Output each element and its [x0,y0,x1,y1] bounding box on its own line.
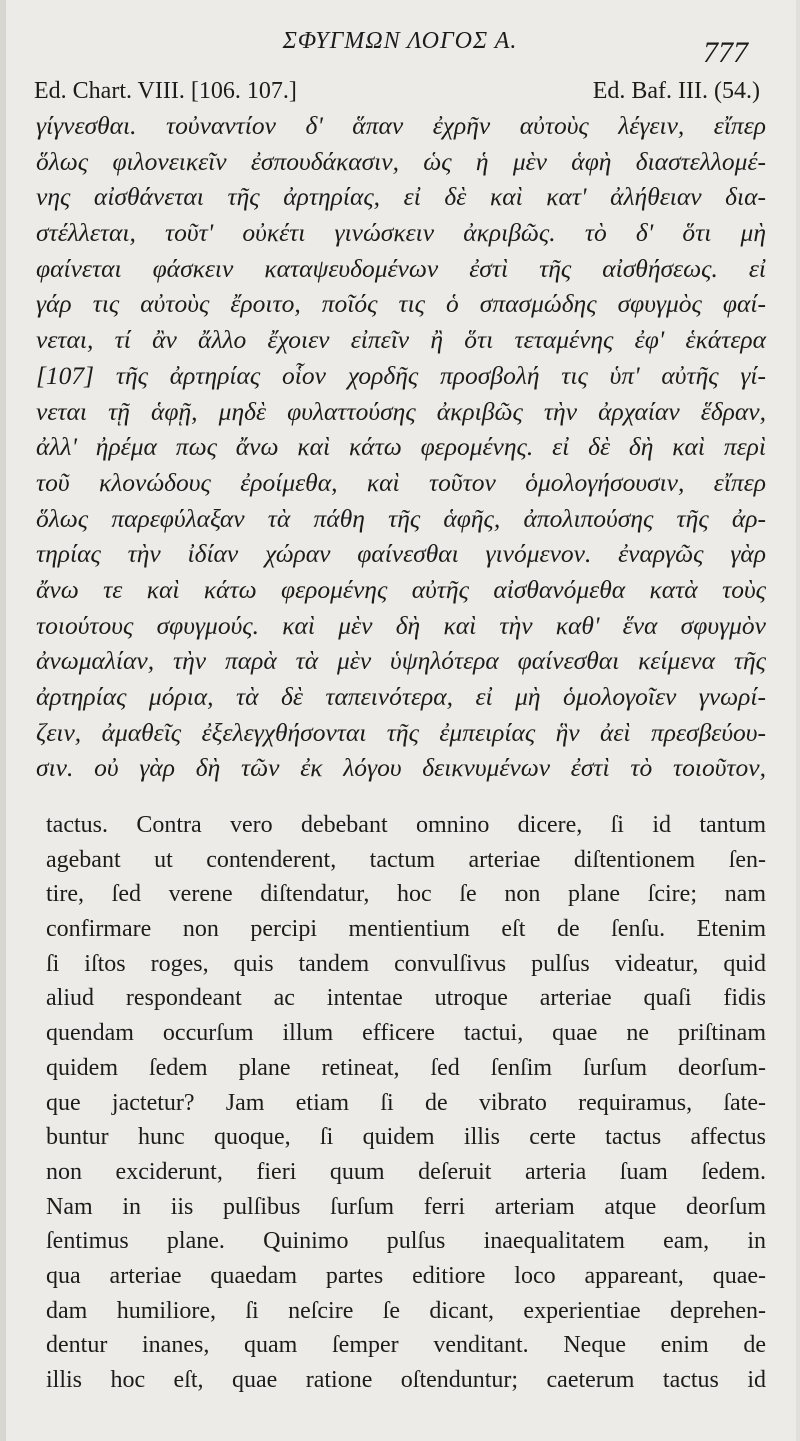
latin-translation-block [46,808,766,1398]
edition-reference-chartier: Ed. Chart. VIII. [106. 107.] [34,78,297,104]
latin-text-line: non exciderunt, fieri quum deſeruit arteria ſuam ſedem. [46,1158,766,1185]
greek-text-line: τοιούτους σφυγμούς. καὶ μὲν δὴ καὶ τὴν καθ' ἕνα σφυγμὸν [36,610,766,640]
latin-text-line: confirmare non percipi mentientium eſt de ſenſu. Etenim [46,916,766,943]
greek-text-line: τηρίας τὴν ἰδίαν χώραν φαίνεσθαι γινόμενον. ἐναργῶς γὰρ [36,539,766,569]
latin-text-line: dam humiliore, ſi neſcire ſe dicant, experientiae deprehen- [46,1297,766,1324]
latin-text-line: illis hoc eſt, quae ratione oſtenduntur; caeterum tactus id [46,1367,766,1393]
greek-text-line: νεται τῇ ἁφῇ, μηδὲ φυλαττούσης ἀκριβῶς τὴν ἀρχαίαν ἕδραν, [36,396,766,426]
latin-text-line: tactus. Contra vero debebant omnino dicere, ſi id tantum [46,812,766,838]
latin-text-line: tire, ſed verene diſtendatur, hoc ſe non plane ſcire; nam [46,881,766,908]
greek-text-line: ἄνω τε καὶ κάτω φερομένης αὐτῆς αἰσθανόμεθα κατὰ τοὺς [36,574,766,604]
greek-text-line: νεται, τί ἂν ἄλλο ἔχοιεν εἰπεῖν ἢ ὅτι τεταμένης ἐφ' ἑκάτερα [36,325,766,355]
greek-text-line: ἀνωμαλίαν, τὴν παρὰ τὰ μὲν ὑψηλότερα φαίνεσθαι κείμενα τῆς [36,646,766,676]
latin-text-line: buntur hunc quoque, ſi quidem illis certe tactus affectus [46,1124,766,1151]
page-edge-shadow-right [796,0,800,1441]
latin-text-line: ſentimus plane. Quinimo pulſus inaequalitatem eam, in [46,1228,766,1255]
latin-text-line: Nam in iis pulſibus ſurſum ferri arteriam atque deorſum [46,1193,766,1220]
latin-text-line: aliud respondeant ac intentae utroque arteriae quaſi fidis [46,985,766,1012]
greek-text-line: ὅλως φιλονεικεῖν ἐσπουδάκασιν, ὡς ἡ μὲν ἁφὴ διαστελλομέ- [36,146,766,176]
greek-text-line: σιν. οὐ γὰρ δὴ τῶν ἐκ λόγου δεικνυμένων ἐστὶ τὸ τοιοῦτον, [36,753,766,783]
page-number: 777 [703,36,748,69]
greek-text-line: στέλλεται, τοῦτ' οὐκέτι γινώσκειν ἀκριβῶς. τὸ δ' ὅτι μὴ [36,218,766,248]
greek-text-line: ἀρτηρίας μόρια, τὰ δὲ ταπεινότερα, εἰ μὴ ὁμολογοῖεν γνωρί- [36,682,766,711]
greek-text-block [36,108,766,786]
greek-text-line: [107] τῆς ἀρτηρίας οἷον χορδῆς προσβολή τις ὑπ' αὐτῆς γί- [36,360,766,390]
greek-text-line: ὅλως παρεφύλαξαν τὰ πάθη τῆς ἁφῆς, ἀπολιπούσης τῆς ἀρ- [36,503,766,533]
latin-text-line: qua arteriae quaedam partes editiore loco appareant, quae- [46,1262,766,1289]
greek-text-line: ἀλλ' ἠρέμα πως ἄνω καὶ κάτω φερομένης. εἰ δὲ δὴ καὶ περὶ [36,432,766,462]
greek-text-line: νης αἰσθάνεται τῆς ἀρτηρίας, εἰ δὲ καὶ κατ' ἀλήθειαν δια- [36,182,766,212]
edition-reference-basel: Ed. Baf. III. (54.) [592,78,760,104]
page-edge-shadow-left [0,0,6,1441]
greek-text-line: γάρ τις αὐτοὺς ἔροιτο, ποῖός τις ὁ σπασμώδης σφυγμὸς φαί- [36,289,766,319]
latin-text-line: agebant ut contenderent, tactum arteriae diſtentionem ſen- [46,846,766,873]
latin-text-line: quidem ſedem plane retineat, ſed ſenſim ſurſum deorſum- [46,1054,766,1081]
running-title: ΣΦΥΓΜΩΝ ΛΟΓΟΣ Α. [282,28,518,54]
greek-text-line: γίγνεσθαι. τοὐναντίον δ' ἅπαν ἐχρῆν αὐτοὺς λέγειν, εἴπερ [36,111,766,140]
greek-text-line: ζειν, ἀμαθεῖς ἐξελεγχθήσονται τῆς ἐμπειρίας ἣν ἀεὶ πρεσβεύου- [36,717,766,747]
greek-text-line: τοῦ κλονώδους ἐροίμεθα, καὶ τοῦτον ὁμολογήσουσιν, εἴπερ [36,467,766,497]
latin-text-line: dentur inanes, quam ſemper venditant. Neque enim de [46,1332,766,1359]
latin-text-line: que jactetur? Jam etiam ſi de vibrato requiramus, ſate- [46,1089,766,1116]
latin-text-line: quendam occurſum illum efficere tactui, quae ne priſtinam [46,1020,766,1047]
latin-text-line: ſi iſtos roges, quis tandem convulſivus pulſus videatur, quid [46,950,766,977]
greek-text-line: φαίνεται φάσκειν καταψευδομένων ἐστὶ τῆς αἰσθήσεως. εἰ [36,253,766,283]
